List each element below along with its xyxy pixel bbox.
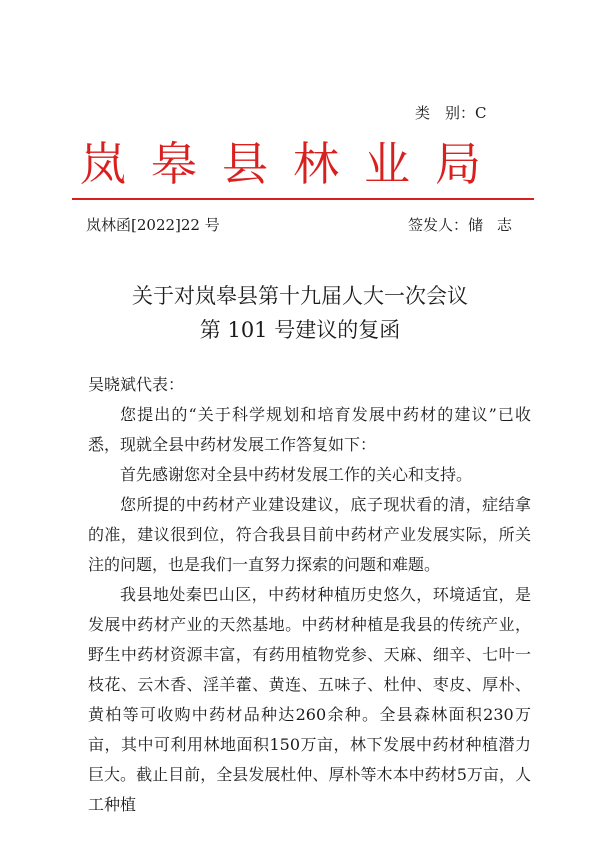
- document-title: [60, 279, 540, 347]
- body-paragraph: 首先感谢您对全县中药材发展工作的关心和支持。: [120, 465, 473, 484]
- title-line-1: 关于对岚皋县第十九届人大一次会议: [132, 284, 468, 308]
- issuer-label: 签发人：: [408, 216, 469, 234]
- body-paragraph: 您提出的“关于科学规划和培育发展中药材的建议”已收悉，现就全县中药材发展工作答复如下：: [88, 405, 531, 454]
- body-paragraph: 您所提的中药材产业建设建议，底子现状看的清，症结拿的准，建议很到位，符合我县目前中药材产业发展实际，所关注的问题，也是我们一直努力探索的问题和难题。: [88, 495, 531, 574]
- document-body: [88, 370, 531, 820]
- body-paragraph: 我县地处秦巴山区，中药材种植历史悠久，环境适宜，是发展中药材产业的天然基地。中药材种植是我县的传统产业，野生中药材资源丰富，有药用植物党参、天麻、细辛、七叶一枝花、云木香、淫羊藿、黄连、五味子、杜仲、枣皮、厚朴、黄柏等可收购中药材品种达260余种。全县森林面积230万亩，其中可利用林地面积150万亩，林下发展中药材种植潜力巨大。截止目前，全县发展杜仲、厚朴等木本中药材5万亩，人工种植: [88, 585, 531, 814]
- document-number: 岚林函[2022]22 号: [86, 216, 220, 234]
- issuer-line: [408, 214, 526, 235]
- issuing-organization: 岚皋县林业局: [80, 137, 506, 191]
- title-line-2: 第 101 号建议的复函: [199, 318, 401, 342]
- issuer-name: 储志: [468, 216, 527, 234]
- category-line: [415, 102, 487, 123]
- salutation: 吴晓斌代表：: [88, 375, 185, 394]
- category-label: 类 别：: [415, 104, 476, 122]
- red-divider-line: [72, 198, 534, 200]
- category-value: C: [475, 104, 487, 122]
